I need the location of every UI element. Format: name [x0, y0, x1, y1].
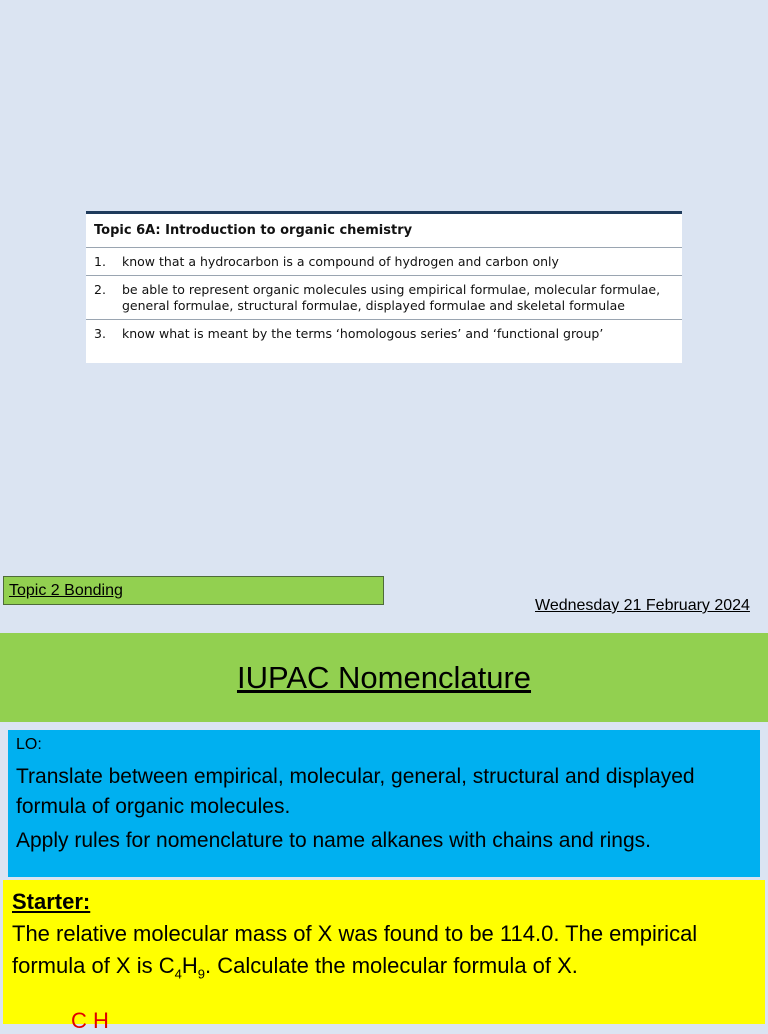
- spec-row-number: 1.: [94, 254, 106, 269]
- spec-table-header: Topic 6A: Introduction to organic chemistry: [86, 214, 682, 248]
- spec-row-text: know that a hydrocarbon is a compound of hydrogen and carbon only: [122, 254, 559, 269]
- starter-box: [3, 880, 765, 1024]
- starter-question: The relative molecular mass of X was found to be 114.0. The empirical formula of X is $C_4H_9$. Calculate the molecular formula of X.: [12, 921, 698, 982]
- topic-spec-table: [86, 211, 682, 363]
- objective-item: Translate between empirical, molecular, general, structural and displayed formula of organic molecules.: [16, 765, 695, 818]
- title-banner: [0, 633, 768, 722]
- spec-row-text: be able to represent organic molecules using empirical formulae, molecular formulae, general formulae, structural formulae, displayed formulae and skeletal formulae: [122, 282, 661, 313]
- topic-label: Topic 2 Bonding: [9, 582, 123, 599]
- spec-row-text: know what is meant by the terms ‘homologous series’ and ‘functional group’: [122, 326, 604, 341]
- spec-row: [86, 248, 682, 276]
- page-title: IUPAC Nomenclature: [236, 660, 532, 695]
- spec-row-number: 3.: [94, 326, 106, 341]
- lo-label: LO:: [16, 736, 42, 753]
- topic-label-box: [3, 576, 384, 605]
- spec-row: [86, 276, 682, 320]
- starter-label: Starter:: [12, 889, 91, 914]
- learning-objectives-box: [8, 730, 760, 877]
- spec-row-number: 2.: [94, 282, 106, 297]
- partial-answer-text: C H: [71, 1008, 109, 1033]
- objective-item: Apply rules for nomenclature to name alkanes with chains and rings.: [16, 829, 652, 852]
- spec-row: [86, 320, 682, 347]
- lesson-date: Wednesday 21 February 2024: [535, 597, 750, 614]
